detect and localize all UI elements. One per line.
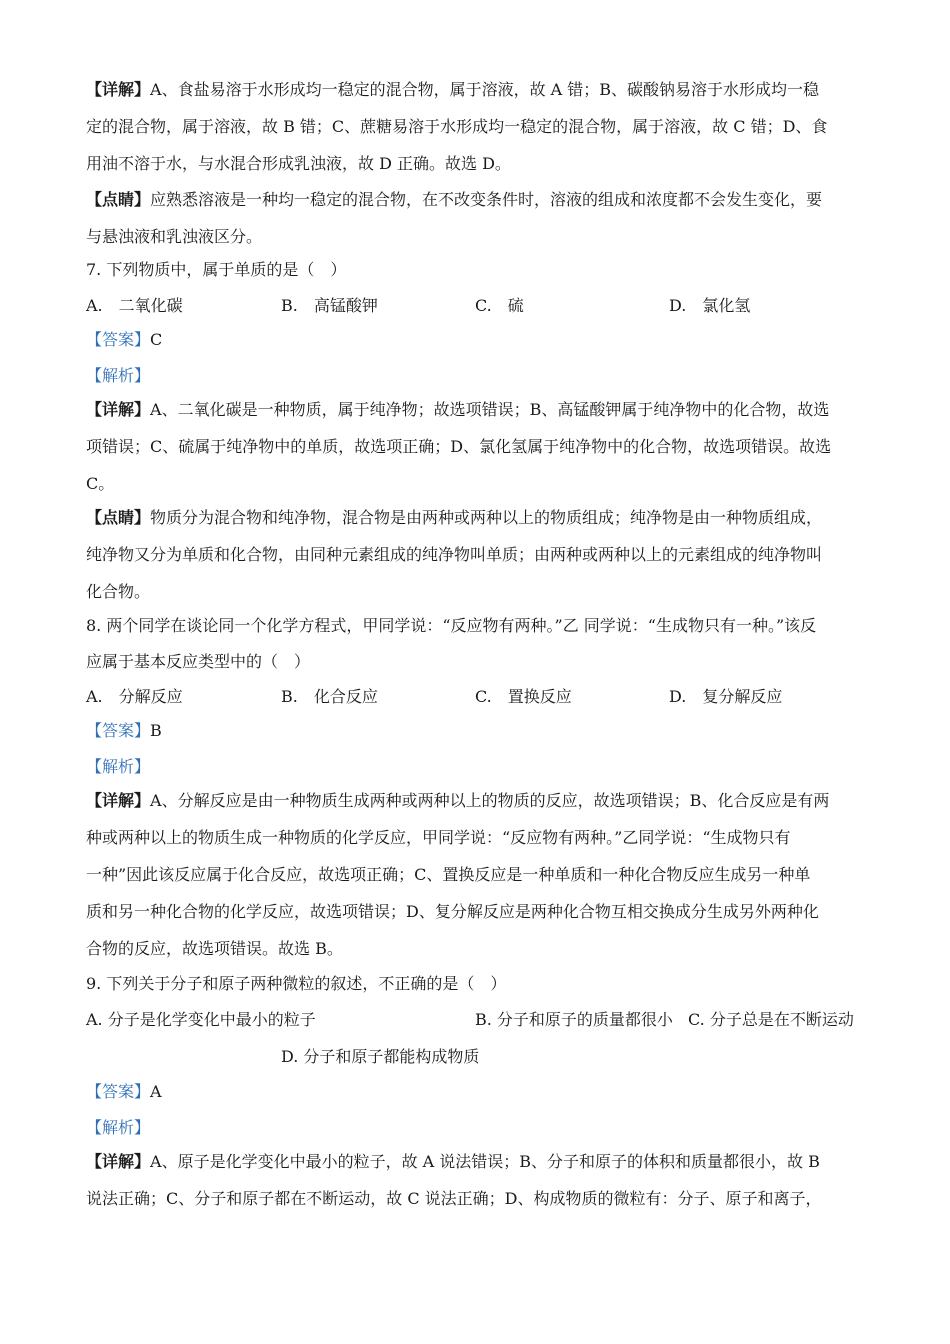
q7-detail-line-2: 项错误；C、硫属于纯净物中的单质，故选项正确；D、氯化氢属于纯净物中的化合物，故选项错误。故选 (86, 437, 832, 456)
q6-tip-line-2: 与悬浊液和乳浊液区分。 (86, 227, 263, 246)
answer-value: A (150, 1082, 162, 1101)
q9-answer (86, 1080, 162, 1104)
q9-option-a: A. 分子是化学变化中最小的粒子 (86, 1010, 316, 1029)
q8-option-b: B. 化合反应 (281, 687, 378, 706)
q8-detail-line-1: 【详解】A、分解反应是由一种物质生成两种或两种以上的物质的反应，故选项错误；B、化合反应是有两 (86, 791, 830, 810)
q9-option-d: D. 分子和原子都能构成物质 (281, 1047, 480, 1066)
q7-option-c: C. 硫 (475, 296, 524, 315)
q7-stem: 7. 下列物质中，属于单质的是（ ） (86, 260, 347, 279)
q7-answer (86, 328, 162, 352)
q9-option-c: C. 分子总是在不断运动 (688, 1010, 854, 1029)
q7-option-a: A. 二氧化碳 (86, 296, 183, 315)
q8-stem-line-1: 8. 两个同学在谈论同一个化学方程式，甲同学说：“反应物有两种。”乙 同学说：“生成物只有一种。”该反 (86, 616, 817, 635)
detail-tag: 【详解】 (86, 1152, 151, 1171)
q8-option-c: C. 置换反应 (475, 687, 572, 706)
answer-value: B (150, 721, 162, 740)
q9-option-b: B. 分子和原子的质量都很小 (475, 1010, 673, 1029)
q8-option-a: A. 分解反应 (86, 687, 183, 706)
q6-detail-line-3: 用油不溶于水，与水混合形成乳浊液，故 D 正确。故选 D。 (86, 154, 511, 173)
detail-tag: 【详解】 (86, 400, 151, 419)
q7-tip-line-2: 纯净物又分为单质和化合物，由同种元素组成的纯净物叫单质；由两种或两种以上的元素组成的纯净物叫 (86, 545, 823, 564)
tip-tag: 【点睛】 (86, 190, 151, 209)
q8-stem-line-2: 应属于基本反应类型中的（ ） (86, 652, 311, 671)
tip-tag: 【点睛】 (86, 508, 151, 527)
q8-detail-line-3: 一种”因此该反应属于化合反应，故选项正确；C、置换反应是一种单质和一种化合物反应生成另一种单 (86, 865, 811, 884)
q7-option-b: B. 高锰酸钾 (281, 296, 378, 315)
q7-tip-line-3: 化合物。 (86, 582, 151, 601)
q8-option-d: D. 复分解反应 (669, 687, 783, 706)
q6-detail-line-1: 【详解】A、食盐易溶于水形成均一稳定的混合物，属于溶液，故 A 错；B、碳酸钠易溶于水形成均一稳 (86, 80, 820, 99)
q9-stem: 9. 下列关于分子和原子两种微粒的叙述，不正确的是（ ） (86, 974, 507, 993)
answer-tag: 【答案】 (86, 330, 151, 349)
q9-analysis-tag: 【解析】 (86, 1118, 151, 1137)
answer-tag: 【答案】 (86, 1082, 151, 1101)
q8-detail-line-5: 合物的反应，故选项错误。故选 B。 (86, 939, 343, 958)
detail-tag: 【详解】 (86, 80, 151, 99)
q8-analysis-tag: 【解析】 (86, 757, 151, 776)
q8-detail-line-4: 质和另一种化合物的化学反应，故选项错误；D、复分解反应是两种化合物互相交换成分生成另外两种化 (86, 902, 819, 921)
q7-detail-line-3: C。 (86, 474, 115, 493)
answer-value: C (150, 330, 163, 349)
q8-detail-line-2: 种或两种以上的物质生成一种物质的化学反应，甲同学说：“反应物有两种。”乙同学说：“生成物只有 (86, 828, 791, 847)
q8-answer (86, 719, 162, 743)
q6-tip-line-1: 【点睛】应熟悉溶液是一种均一稳定的混合物，在不改变条件时，溶液的组成和浓度都不会发生变化，要 (86, 190, 823, 209)
detail-tag: 【详解】 (86, 791, 151, 810)
q7-tip-line-1: 【点睛】物质分为混合物和纯净物，混合物是由两种或两种以上的物质组成；纯净物是由一种物质组成， (86, 508, 823, 527)
answer-tag: 【答案】 (86, 721, 151, 740)
q7-option-d: D. 氯化氢 (669, 296, 751, 315)
q9-detail-line-1: 【详解】A、原子是化学变化中最小的粒子，故 A 说法错误；B、分子和原子的体积和质量都很小，故 B (86, 1152, 820, 1171)
q7-analysis-tag: 【解析】 (86, 366, 151, 385)
q9-detail-line-2: 说法正确；C、分子和原子都在不断运动，故 C 说法正确；D、构成物质的微粒有：分子、原子和离子， (86, 1189, 822, 1208)
q6-detail-line-2: 定的混合物，属于溶液，故 B 错；C、蔗糖易溶于水形成均一稳定的混合物，属于溶液，故 C 错；D、食 (86, 117, 828, 136)
q7-detail-line-1: 【详解】A、二氧化碳是一种物质，属于纯净物；故选项错误；B、高锰酸钾属于纯净物中的化合物，故选 (86, 400, 830, 419)
